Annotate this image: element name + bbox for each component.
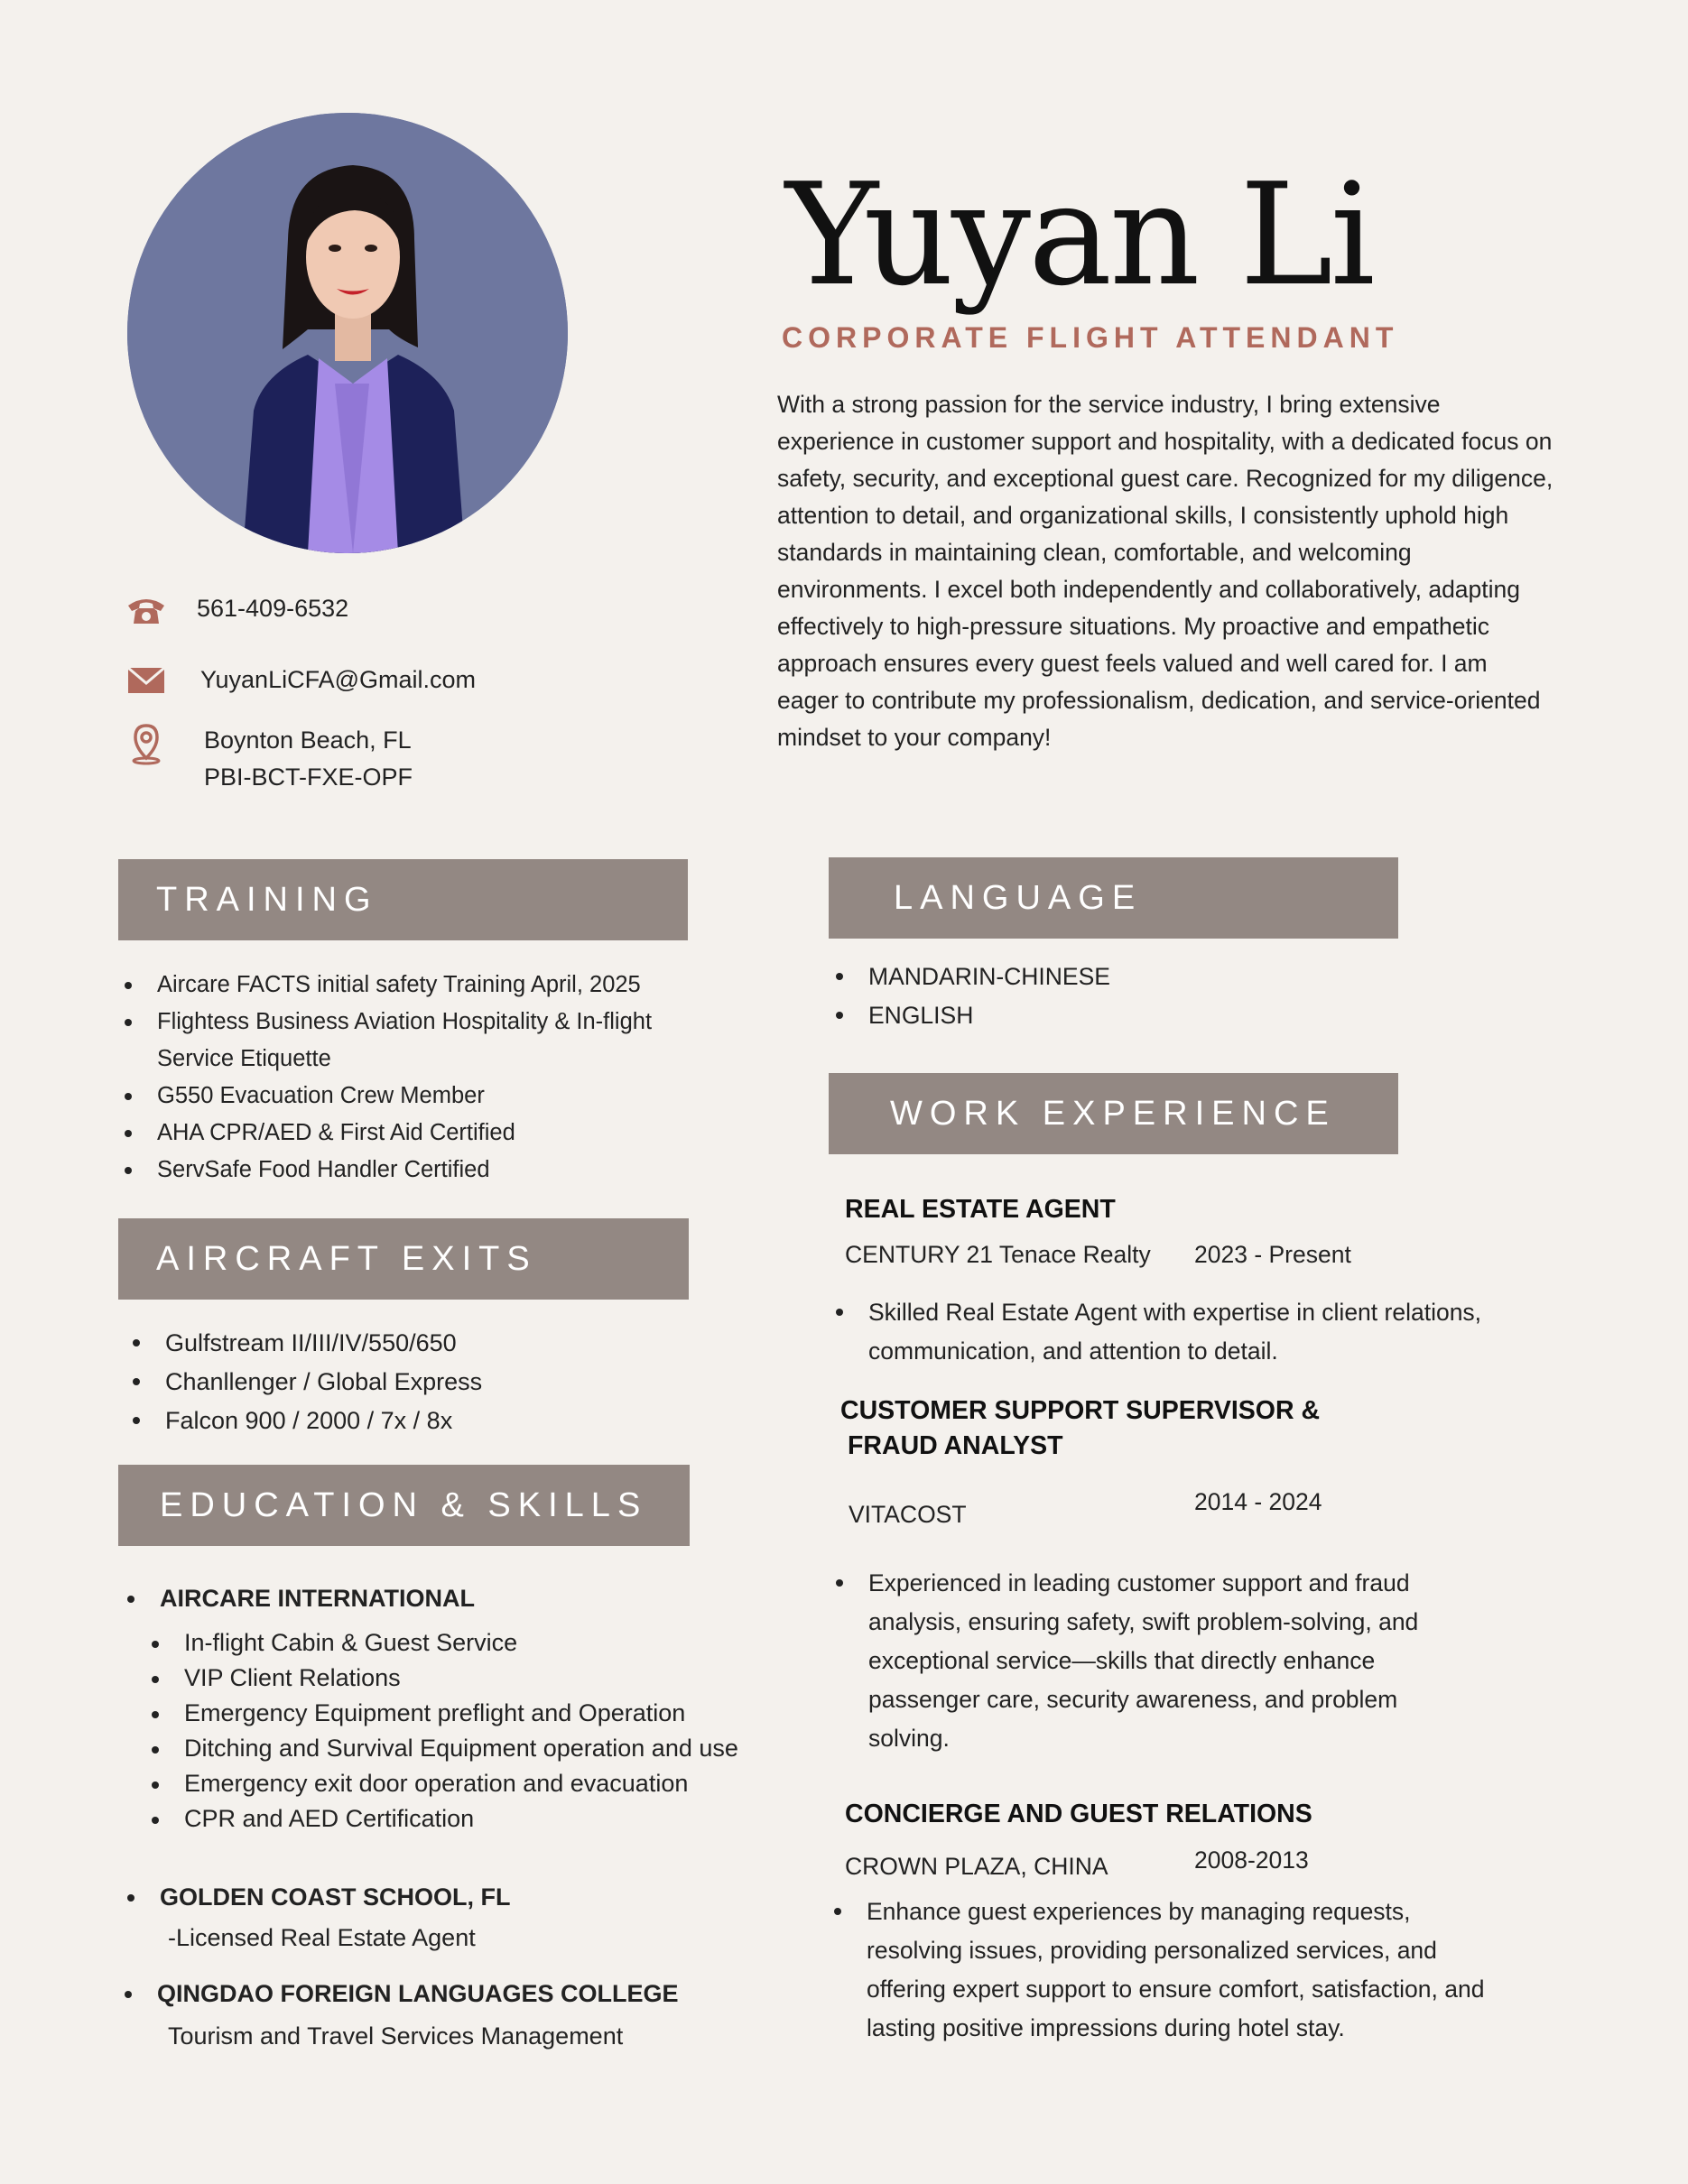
work-experience-header: [829, 1073, 1398, 1154]
job-role: CUSTOMER SUPPORT SUPERVISOR &: [840, 1396, 1321, 1425]
list-item: Aircare FACTS initial safety Training April, 2025: [121, 967, 663, 1004]
job-description: [832, 1293, 1482, 1371]
education-heading: EDUCATION & SKILLS: [160, 1485, 648, 1524]
training-heading: TRAINING: [156, 880, 378, 919]
list-item: Enhance guest experiences by managing requests, resolving issues, providing personalized services, and offering expert support to ensure comfort, satisfaction, and lasting positive impressions during hotel stay.: [830, 1892, 1489, 2048]
job-company: CENTURY 21 Tenace Realty: [845, 1241, 1151, 1268]
job-role: CONCIERGE AND GUEST RELATIONS: [845, 1800, 1312, 1828]
location-city: Boynton Beach, FL: [204, 726, 412, 754]
job-company: CROWN PLAZA, CHINA: [845, 1853, 1108, 1880]
envelope-icon: [125, 659, 168, 702]
job-dates: 2008-2013: [1194, 1846, 1309, 1874]
list-item: AHA CPR/AED & First Aid Certified: [121, 1115, 663, 1152]
list-item: VIP Client Relations: [148, 1661, 780, 1696]
list-item: In-flight Cabin & Guest Service: [148, 1625, 780, 1661]
list-item: Experienced in leading customer support and fraud analysis, ensuring safety, swift problem-solving, and exceptional service—skills that directly enhance passenger care, security awareness, and problem solving.: [832, 1564, 1482, 1758]
list-item: Flightess Business Aviation Hospitality & In-flight Service Etiquette: [121, 1004, 663, 1078]
job-dates: 2014 - 2024: [1194, 1488, 1322, 1515]
candidate-name: Yuyan Li: [785, 153, 1373, 317]
list-item: Chanllenger / Global Express: [129, 1363, 671, 1402]
list-item: MANDARIN-CHINESE: [832, 958, 1374, 996]
school-detail: -Licensed Real Estate Agent: [168, 1924, 476, 1951]
work-experience-heading: WORK EXPERIENCE: [890, 1094, 1336, 1133]
list-item: ServSafe Food Handler Certified: [121, 1152, 663, 1189]
education-school2: [124, 1879, 774, 1915]
job-title: CORPORATE FLIGHT ATTENDANT: [782, 321, 1399, 354]
phone-icon: [125, 588, 168, 631]
language-header: [829, 857, 1398, 939]
education-header: [118, 1465, 690, 1546]
language-heading: LANGUAGE: [894, 878, 1143, 917]
list-item: Ditching and Survival Equipment operation and use: [148, 1731, 780, 1766]
list-item: Skilled Real Estate Agent with expertise in client relations, communication, and attention to detail.: [832, 1293, 1482, 1371]
aircraft-exits-heading: AIRCRAFT EXITS: [156, 1239, 537, 1278]
phone-number[interactable]: 561-409-6532: [197, 595, 349, 622]
email-address[interactable]: YuyanLiCFA@Gmail.com: [200, 666, 477, 693]
list-item: Emergency exit door operation and evacuation: [148, 1766, 780, 1801]
school-name: AIRCARE INTERNATIONAL: [124, 1580, 774, 1616]
aircraft-list: [129, 1324, 671, 1440]
education-skills-list: [148, 1625, 780, 1837]
aircraft-exits-header: [118, 1218, 689, 1300]
job-description: [832, 1564, 1482, 1758]
language-list: [832, 958, 1374, 1035]
job-description: [830, 1892, 1489, 2048]
job-role: REAL ESTATE AGENT: [845, 1195, 1116, 1224]
school-detail: Tourism and Travel Services Management: [168, 2022, 624, 2050]
training-header: [118, 859, 688, 940]
portrait-illustration: [127, 113, 568, 553]
list-item: G550 Evacuation Crew Member: [121, 1078, 663, 1115]
list-item: Falcon 900 / 2000 / 7x / 8x: [129, 1402, 671, 1440]
profile-summary: With a strong passion for the service industry, I bring extensive experience in customer support and hospitality, with a dedicated focus on safety, security, and exceptional guest care. Recognized for my diligence, attention to detail, and organizational skills, I consistently uphold high standards in maintaining clean, comfortable, and welcoming environments. I excel both independently and collaboratively, adapting effectively to high-pressure situations. My proactive and empathetic approach ensures every guest feels valued and well cared for. I am eager to contribute my professionalism, dedication, and service-oriented mindset to your company!: [777, 391, 1554, 751]
education-school1: [124, 1580, 774, 1616]
list-item: Gulfstream II/III/IV/550/650: [129, 1324, 671, 1363]
profile-photo: [127, 113, 568, 553]
school-name: QINGDAO FOREIGN LANGUAGES COLLEGE: [121, 1976, 789, 2012]
location-pin-icon: [125, 722, 168, 765]
job-dates: 2023 - Present: [1194, 1241, 1351, 1268]
list-item: CPR and AED Certification: [148, 1801, 780, 1837]
location-airports: PBI-BCT-FXE-OPF: [204, 763, 413, 791]
training-list: [121, 967, 663, 1189]
job-role-continued: FRAUD ANALYST: [848, 1431, 1063, 1460]
school-name: GOLDEN COAST SCHOOL, FL: [124, 1879, 774, 1915]
job-company: VITACOST: [849, 1501, 967, 1528]
list-item: ENGLISH: [832, 996, 1374, 1035]
education-school3: [121, 1976, 789, 2012]
list-item: Emergency Equipment preflight and Operation: [148, 1696, 780, 1731]
